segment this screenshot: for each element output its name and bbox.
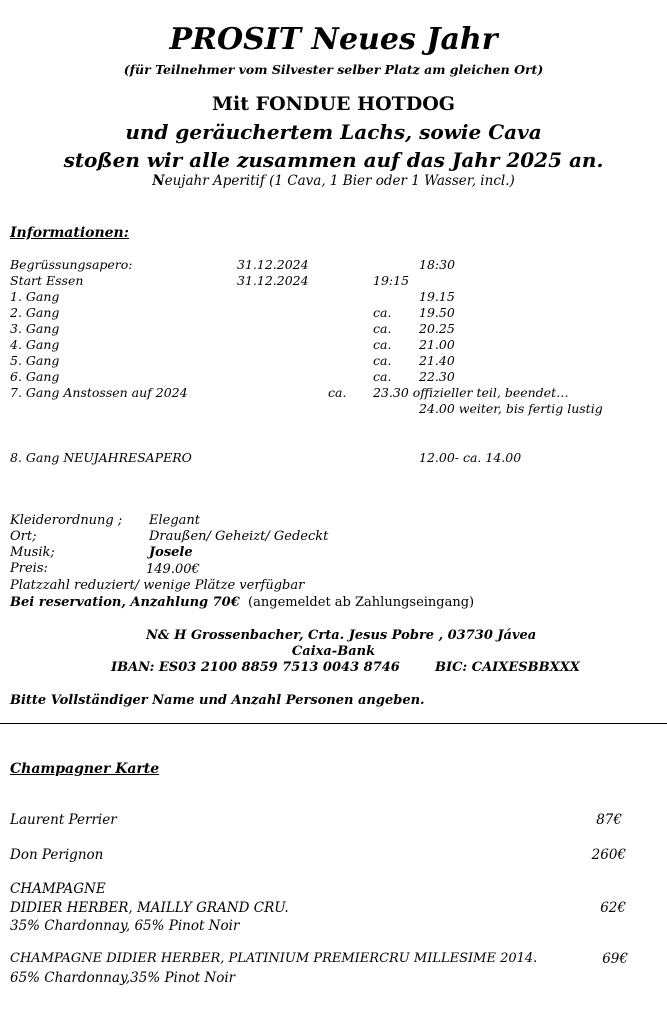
schedule-label: Begrüssungsapero: [10,257,133,272]
schedule-label: 2. Gang [10,305,60,320]
schedule-time: 19.15 [419,289,455,304]
aperitif-initial: N [152,173,165,189]
music-label: Musik; [10,545,55,560]
gang8-time: 12.00- ca. 14.00 [419,450,522,465]
schedule-time: 22.30 [419,369,455,384]
schedule-label: 6. Gang [10,369,60,384]
gang7-time: 23.30 offizieller teil, beendet… [373,385,569,400]
music-value: Josele [149,545,193,560]
schedule-ca: ca. [373,353,392,368]
section-divider [0,723,667,724]
page-subtitle: (für Teilnehmer vom Silvester selber Platz am gleichen Ort) [123,62,544,77]
price-label: Preis: [10,561,48,576]
headline-2025: stoßen wir alle zusammen auf das Jahr 2025 an. [63,148,604,172]
wine-name: Laurent Perrier [10,812,117,828]
wine-line: CHAMPAGNE [10,881,106,897]
gang7-label: 7. Gang Anstossen auf 2024 [10,385,188,400]
place-label: Ort; [10,529,37,544]
wine-price: 260€ [591,847,626,863]
deposit-line [10,595,474,610]
schedule-ca: 19:15 [373,273,410,288]
schedule-ca: ca. [373,369,392,384]
schedule-ca: ca. [373,337,392,352]
deposit-bold: Bei reservation, Anzahlung 70€ [10,595,240,610]
page-title: PROSIT Neues Jahr [169,22,498,57]
schedule-time: 20.25 [419,321,455,336]
aperitif-line [0,173,667,189]
seats-note: Platzzahl reduziert/ wenige Plätze verfügbar [10,578,305,593]
schedule-label: 3. Gang [10,321,60,336]
schedule-label: 5. Gang [10,353,60,368]
champagne-heading: Champagner Karte [10,761,160,777]
schedule-time: 18:30 [419,257,456,272]
gang8-label: 8. Gang NEUJAHRESAPERO [10,450,192,465]
schedule-ca: ca. [373,305,392,320]
aperitif-text: eujahr Aperitif (1 Cava, 1 Bier oder 1 Wasser, incl.) [164,173,515,189]
schedule-label: 4. Gang [10,337,60,352]
info-heading: Informationen: [10,225,129,241]
schedule-label: Start Essen [10,273,84,288]
schedule-time: 21.00 [419,337,455,352]
wine-line: CHAMPAGNE DIDIER HERBER, PLATINIUM PREMIERCRU MILLESIME 2014. [10,951,538,966]
wine-line: DIDIER HERBER, MAILLY GRAND CRU. [10,900,289,916]
schedule-time: 19.50 [419,305,455,320]
dress-value: Elegant [149,513,201,528]
gang7-time2: 24.00 weiter, bis fertig lustig [419,401,603,416]
gang7-ca: ca. [328,385,347,400]
reservation-note: Bitte Vollständiger Name und Anzahl Personen angeben. [10,693,425,708]
dress-label: Kleiderordnung ; [10,513,123,528]
schedule-label: 1. Gang [10,289,60,304]
headline-fondue: Mit FONDUE HOTDOG [211,93,456,115]
bank-bic: BIC: CAIXESBBXXX [435,660,580,675]
headline-lachs: und geräuchertem Lachs, sowie Cava [125,120,542,144]
wine-price: 87€ [596,812,622,828]
wine-price: 69€ [602,951,628,967]
wine-line: 65% Chardonnay,35% Pinot Noir [10,970,236,986]
schedule-ca: ca. [373,321,392,336]
bank-address: N& H Grossenbacher, Crta. Jesus Pobre , 03730 Jávea [146,628,537,643]
schedule-date: 31.12.2024 [237,273,309,288]
price-value: 149.00€ [146,562,200,577]
bank-iban: IBAN: ES03 2100 8859 7513 0043 8746 [111,660,400,675]
place-value: Draußen/ Geheizt/ Gedeckt [149,529,329,544]
schedule-time: 21.40 [419,353,455,368]
bank-name: Caixa-Bank [291,644,376,659]
schedule-date: 31.12.2024 [237,257,309,272]
wine-name: Don Perignon [10,847,104,863]
wine-line: 35% Chardonnay, 65% Pinot Noir [10,918,240,934]
deposit-normal: (angemeldet ab Zahlungseingang) [248,595,475,610]
wine-price: 62€ [600,900,626,916]
